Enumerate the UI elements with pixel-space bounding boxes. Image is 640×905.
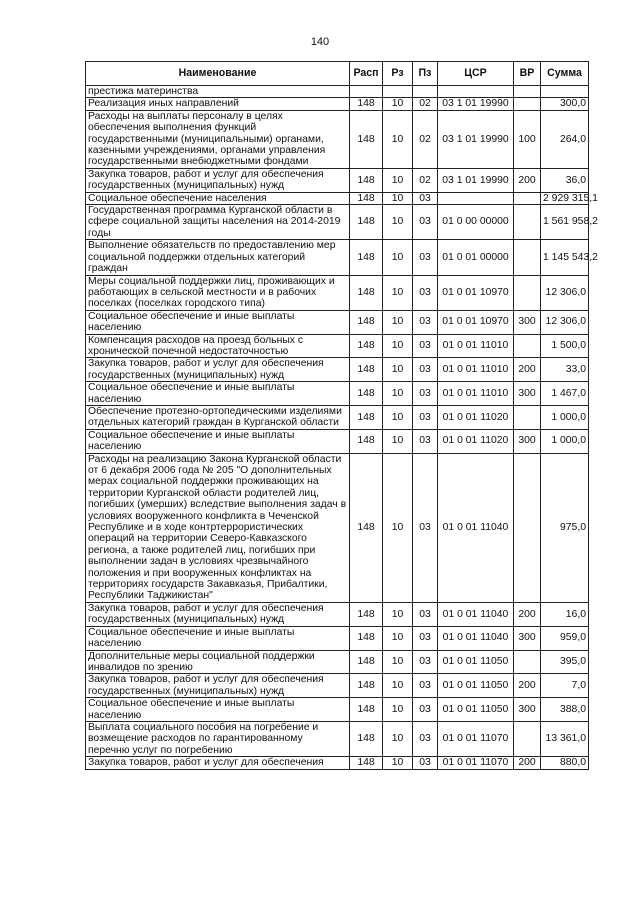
- row-rz-cell: 10: [383, 405, 413, 429]
- row-rz-cell: 10: [383, 358, 413, 382]
- row-vr-cell: [514, 192, 541, 204]
- table-header-row: [86, 62, 589, 86]
- col-header-csr: ЦСР: [438, 62, 514, 86]
- row-vr-cell: 300: [514, 626, 541, 650]
- row-csr-cell: [438, 192, 514, 204]
- row-name-cell: Закупка товаров, работ и услуг для обеспечения государственных (муниципальных) нужд: [86, 358, 350, 382]
- table-row: [86, 602, 589, 626]
- row-rasp-cell: 148: [350, 602, 383, 626]
- row-sum-cell: 12 306,0: [541, 275, 589, 310]
- row-csr-cell: 01 0 01 00000: [438, 240, 514, 275]
- row-csr-cell: 01 0 01 11020: [438, 429, 514, 453]
- row-vr-cell: [514, 453, 541, 602]
- row-rasp-cell: 148: [350, 405, 383, 429]
- page-number: 140: [310, 36, 330, 48]
- row-name-cell: Социальное обеспечение и иные выплаты населению: [86, 382, 350, 406]
- row-pz-cell: 03: [413, 334, 438, 358]
- row-sum-cell: 264,0: [541, 110, 589, 168]
- row-rasp-cell: 148: [350, 192, 383, 204]
- row-pz-cell: 03: [413, 192, 438, 204]
- row-rz-cell: 10: [383, 757, 413, 769]
- table-row: [86, 358, 589, 382]
- row-rz-cell: 10: [383, 205, 413, 240]
- row-rz-cell: 10: [383, 721, 413, 756]
- row-sum-cell: 388,0: [541, 698, 589, 722]
- row-rz-cell: 10: [383, 650, 413, 674]
- row-name-cell: Компенсация расходов на проезд больных с хронической почечной недостаточностью: [86, 334, 350, 358]
- row-rasp-cell: 148: [350, 453, 383, 602]
- row-rasp-cell: 148: [350, 334, 383, 358]
- row-pz-cell: 03: [413, 453, 438, 602]
- row-rz-cell: 10: [383, 429, 413, 453]
- row-pz-cell: 03: [413, 650, 438, 674]
- row-name-cell: Закупка товаров, работ и услуг для обеспечения государственных (муниципальных) нужд: [86, 168, 350, 192]
- row-sum-cell: 12 306,0: [541, 310, 589, 334]
- col-header-rz: Рз: [383, 62, 413, 86]
- row-rz-cell: 10: [383, 453, 413, 602]
- row-csr-cell: 01 0 01 11040: [438, 602, 514, 626]
- row-name-cell: Меры социальной поддержки лиц, проживающих и работающих в сельской местности и в рабочих поселках (поселках городского типа): [86, 275, 350, 310]
- row-rasp-cell: 148: [350, 310, 383, 334]
- row-pz-cell: 03: [413, 405, 438, 429]
- table-row: [86, 429, 589, 453]
- row-csr-cell: 03 1 01 19990: [438, 98, 514, 110]
- row-pz-cell: 03: [413, 240, 438, 275]
- row-sum-cell: 880,0: [541, 757, 589, 769]
- row-rasp-cell: 148: [350, 626, 383, 650]
- row-name-cell: Социальное обеспечение и иные выплаты населению: [86, 698, 350, 722]
- row-rz-cell: 10: [383, 602, 413, 626]
- row-vr-cell: [514, 334, 541, 358]
- row-rz-cell: 10: [383, 240, 413, 275]
- table-row: [86, 192, 589, 204]
- row-pz-cell: 03: [413, 429, 438, 453]
- row-name-cell: Социальное обеспечение и иные выплаты населению: [86, 626, 350, 650]
- row-sum-cell: 33,0: [541, 358, 589, 382]
- row-pz-cell: 03: [413, 382, 438, 406]
- table-row: [86, 86, 589, 98]
- table-row: [86, 168, 589, 192]
- col-header-vr: ВР: [514, 62, 541, 86]
- row-rasp-cell: 148: [350, 358, 383, 382]
- row-rz-cell: 10: [383, 275, 413, 310]
- row-vr-cell: 300: [514, 698, 541, 722]
- row-name-cell: Выполнение обязательств по предоставлению мер социальной поддержки отдельных категорий граждан: [86, 240, 350, 275]
- row-csr-cell: 01 0 01 11070: [438, 721, 514, 756]
- row-sum-cell: 1 145 543,2: [541, 240, 589, 275]
- row-sum-cell: 1 000,0: [541, 429, 589, 453]
- row-pz-cell: 03: [413, 674, 438, 698]
- row-vr-cell: [514, 650, 541, 674]
- row-csr-cell: 03 1 01 19990: [438, 168, 514, 192]
- row-sum-cell: 7,0: [541, 674, 589, 698]
- table-row: [86, 757, 589, 769]
- row-csr-cell: 03 1 01 19990: [438, 110, 514, 168]
- row-csr-cell: 01 0 01 11010: [438, 382, 514, 406]
- row-rasp-cell: 148: [350, 240, 383, 275]
- row-sum-cell: 1 561 958,2: [541, 205, 589, 240]
- table-row: [86, 650, 589, 674]
- row-vr-cell: 200: [514, 674, 541, 698]
- col-header-sum: Сумма: [541, 62, 589, 86]
- table-row: [86, 205, 589, 240]
- row-csr-cell: [438, 86, 514, 98]
- row-sum-cell: 959,0: [541, 626, 589, 650]
- row-rasp-cell: 148: [350, 674, 383, 698]
- row-pz-cell: 03: [413, 698, 438, 722]
- row-rasp-cell: 148: [350, 721, 383, 756]
- row-name-cell: Социальное обеспечение населения: [86, 192, 350, 204]
- row-csr-cell: 01 0 01 10970: [438, 275, 514, 310]
- row-csr-cell: 01 0 01 11010: [438, 358, 514, 382]
- row-vr-cell: 200: [514, 358, 541, 382]
- row-vr-cell: [514, 205, 541, 240]
- row-csr-cell: 01 0 01 11070: [438, 757, 514, 769]
- row-vr-cell: 200: [514, 602, 541, 626]
- row-csr-cell: 01 0 01 11050: [438, 674, 514, 698]
- table-row: [86, 626, 589, 650]
- row-sum-cell: [541, 86, 589, 98]
- row-name-cell: Закупка товаров, работ и услуг для обеспечения государственных (муниципальных) нужд: [86, 602, 350, 626]
- row-vr-cell: 200: [514, 168, 541, 192]
- row-name-cell: Расходы на выплаты персоналу в целях обеспечения выполнения функций государственными (муниципальными) органами, казенными учреждениями, органами управления государственными внебюджетными фондами: [86, 110, 350, 168]
- row-sum-cell: 1 467,0: [541, 382, 589, 406]
- table-row: [86, 405, 589, 429]
- row-vr-cell: [514, 405, 541, 429]
- row-rz-cell: 10: [383, 98, 413, 110]
- row-vr-cell: 300: [514, 310, 541, 334]
- col-header-rasp: Расп: [350, 62, 383, 86]
- row-name-cell: Обеспечение протезно-ортопедическими изделиями отдельных категорий граждан в Курганской области: [86, 405, 350, 429]
- row-name-cell: Закупка товаров, работ и услуг для обеспечения государственных (муниципальных) нужд: [86, 674, 350, 698]
- row-csr-cell: 01 0 01 10970: [438, 310, 514, 334]
- row-name-cell: Социальное обеспечение и иные выплаты населению: [86, 429, 350, 453]
- row-csr-cell: 01 0 01 11050: [438, 650, 514, 674]
- row-sum-cell: 36,0: [541, 168, 589, 192]
- row-pz-cell: 03: [413, 358, 438, 382]
- table-row: [86, 453, 589, 602]
- row-rz-cell: 10: [383, 698, 413, 722]
- row-pz-cell: 03: [413, 626, 438, 650]
- row-pz-cell: 02: [413, 168, 438, 192]
- table-row: [86, 110, 589, 168]
- row-pz-cell: [413, 86, 438, 98]
- row-rasp-cell: 148: [350, 275, 383, 310]
- row-sum-cell: 2 929 315,1: [541, 192, 589, 204]
- row-rz-cell: 10: [383, 168, 413, 192]
- row-name-cell: Закупка товаров, работ и услуг для обеспечения: [86, 757, 350, 769]
- table-row: [86, 334, 589, 358]
- table-row: [86, 275, 589, 310]
- col-header-pz: Пз: [413, 62, 438, 86]
- row-pz-cell: 03: [413, 275, 438, 310]
- row-rasp-cell: 148: [350, 98, 383, 110]
- row-csr-cell: 01 0 00 00000: [438, 205, 514, 240]
- row-sum-cell: 300,0: [541, 98, 589, 110]
- row-sum-cell: 16,0: [541, 602, 589, 626]
- row-vr-cell: [514, 275, 541, 310]
- row-sum-cell: 395,0: [541, 650, 589, 674]
- row-pz-cell: 03: [413, 205, 438, 240]
- row-csr-cell: 01 0 01 11040: [438, 453, 514, 602]
- row-vr-cell: [514, 86, 541, 98]
- budget-table: [85, 61, 598, 770]
- row-csr-cell: 01 0 01 11040: [438, 626, 514, 650]
- row-pz-cell: 03: [413, 602, 438, 626]
- row-rz-cell: 10: [383, 334, 413, 358]
- row-vr-cell: 100: [514, 110, 541, 168]
- table-row: [86, 674, 589, 698]
- row-sum-cell: 975,0: [541, 453, 589, 602]
- row-rz-cell: 10: [383, 626, 413, 650]
- row-name-cell: Расходы на реализацию Закона Курганской области от 6 декабря 2006 года № 205 "О дополнительных мерах социальной поддержки проживающих на территории Курганской области родителей лиц, погибших (умерших) вследствие выполнения задач в условиях вооруженного конфликта в Чеченской Республике и в ходе контртеррористических операций на территории Северо-Кавказского региона, а также родителей лиц, погибших при выполнении задач в условиях чрезвычайного положения и при вооруженных конфликтах на территориях государств Закавказья, Прибалтики, Республики Таджикистан": [86, 453, 350, 602]
- row-rz-cell: 10: [383, 310, 413, 334]
- row-name-cell: Дополнительные меры социальной поддержки инвалидов по зрению: [86, 650, 350, 674]
- row-name-cell: Реализация иных направлений: [86, 98, 350, 110]
- row-csr-cell: 01 0 01 11050: [438, 698, 514, 722]
- row-rz-cell: 10: [383, 674, 413, 698]
- row-name-cell: Выплата социального пособия на погребение и возмещение расходов по гарантированному перечню услуг по погребению: [86, 721, 350, 756]
- row-name-cell: Государственная программа Курганской области в сфере социальной защиты населения на 2014-2019 годы: [86, 205, 350, 240]
- row-rasp-cell: 148: [350, 429, 383, 453]
- table-row: [86, 98, 589, 110]
- row-pz-cell: 03: [413, 310, 438, 334]
- row-csr-cell: 01 0 01 11020: [438, 405, 514, 429]
- row-sum-cell: 13 361,0: [541, 721, 589, 756]
- row-vr-cell: [514, 240, 541, 275]
- row-rasp-cell: 148: [350, 205, 383, 240]
- row-rasp-cell: 148: [350, 698, 383, 722]
- row-name-cell: престижа материнства: [86, 86, 350, 98]
- row-pz-cell: 03: [413, 721, 438, 756]
- row-vr-cell: [514, 98, 541, 110]
- row-csr-cell: 01 0 01 11010: [438, 334, 514, 358]
- table-row: [86, 310, 589, 334]
- table-row: [86, 721, 589, 756]
- row-rasp-cell: 148: [350, 110, 383, 168]
- table-row: [86, 240, 589, 275]
- table-row: [86, 382, 589, 406]
- row-sum-cell: 1 500,0: [541, 334, 589, 358]
- row-rasp-cell: 148: [350, 168, 383, 192]
- row-rasp-cell: 148: [350, 382, 383, 406]
- row-rz-cell: 10: [383, 110, 413, 168]
- row-pz-cell: 03: [413, 757, 438, 769]
- row-vr-cell: 200: [514, 757, 541, 769]
- row-vr-cell: 300: [514, 382, 541, 406]
- row-rz-cell: 10: [383, 192, 413, 204]
- row-rasp-cell: 148: [350, 757, 383, 769]
- row-pz-cell: 02: [413, 110, 438, 168]
- row-name-cell: Социальное обеспечение и иные выплаты населению: [86, 310, 350, 334]
- row-rasp-cell: [350, 86, 383, 98]
- row-rz-cell: [383, 86, 413, 98]
- row-vr-cell: 300: [514, 429, 541, 453]
- table-row: [86, 698, 589, 722]
- row-rasp-cell: 148: [350, 650, 383, 674]
- row-vr-cell: [514, 721, 541, 756]
- row-pz-cell: 02: [413, 98, 438, 110]
- row-sum-cell: 1 000,0: [541, 405, 589, 429]
- row-rz-cell: 10: [383, 382, 413, 406]
- col-header-name: Наименование: [86, 62, 350, 86]
